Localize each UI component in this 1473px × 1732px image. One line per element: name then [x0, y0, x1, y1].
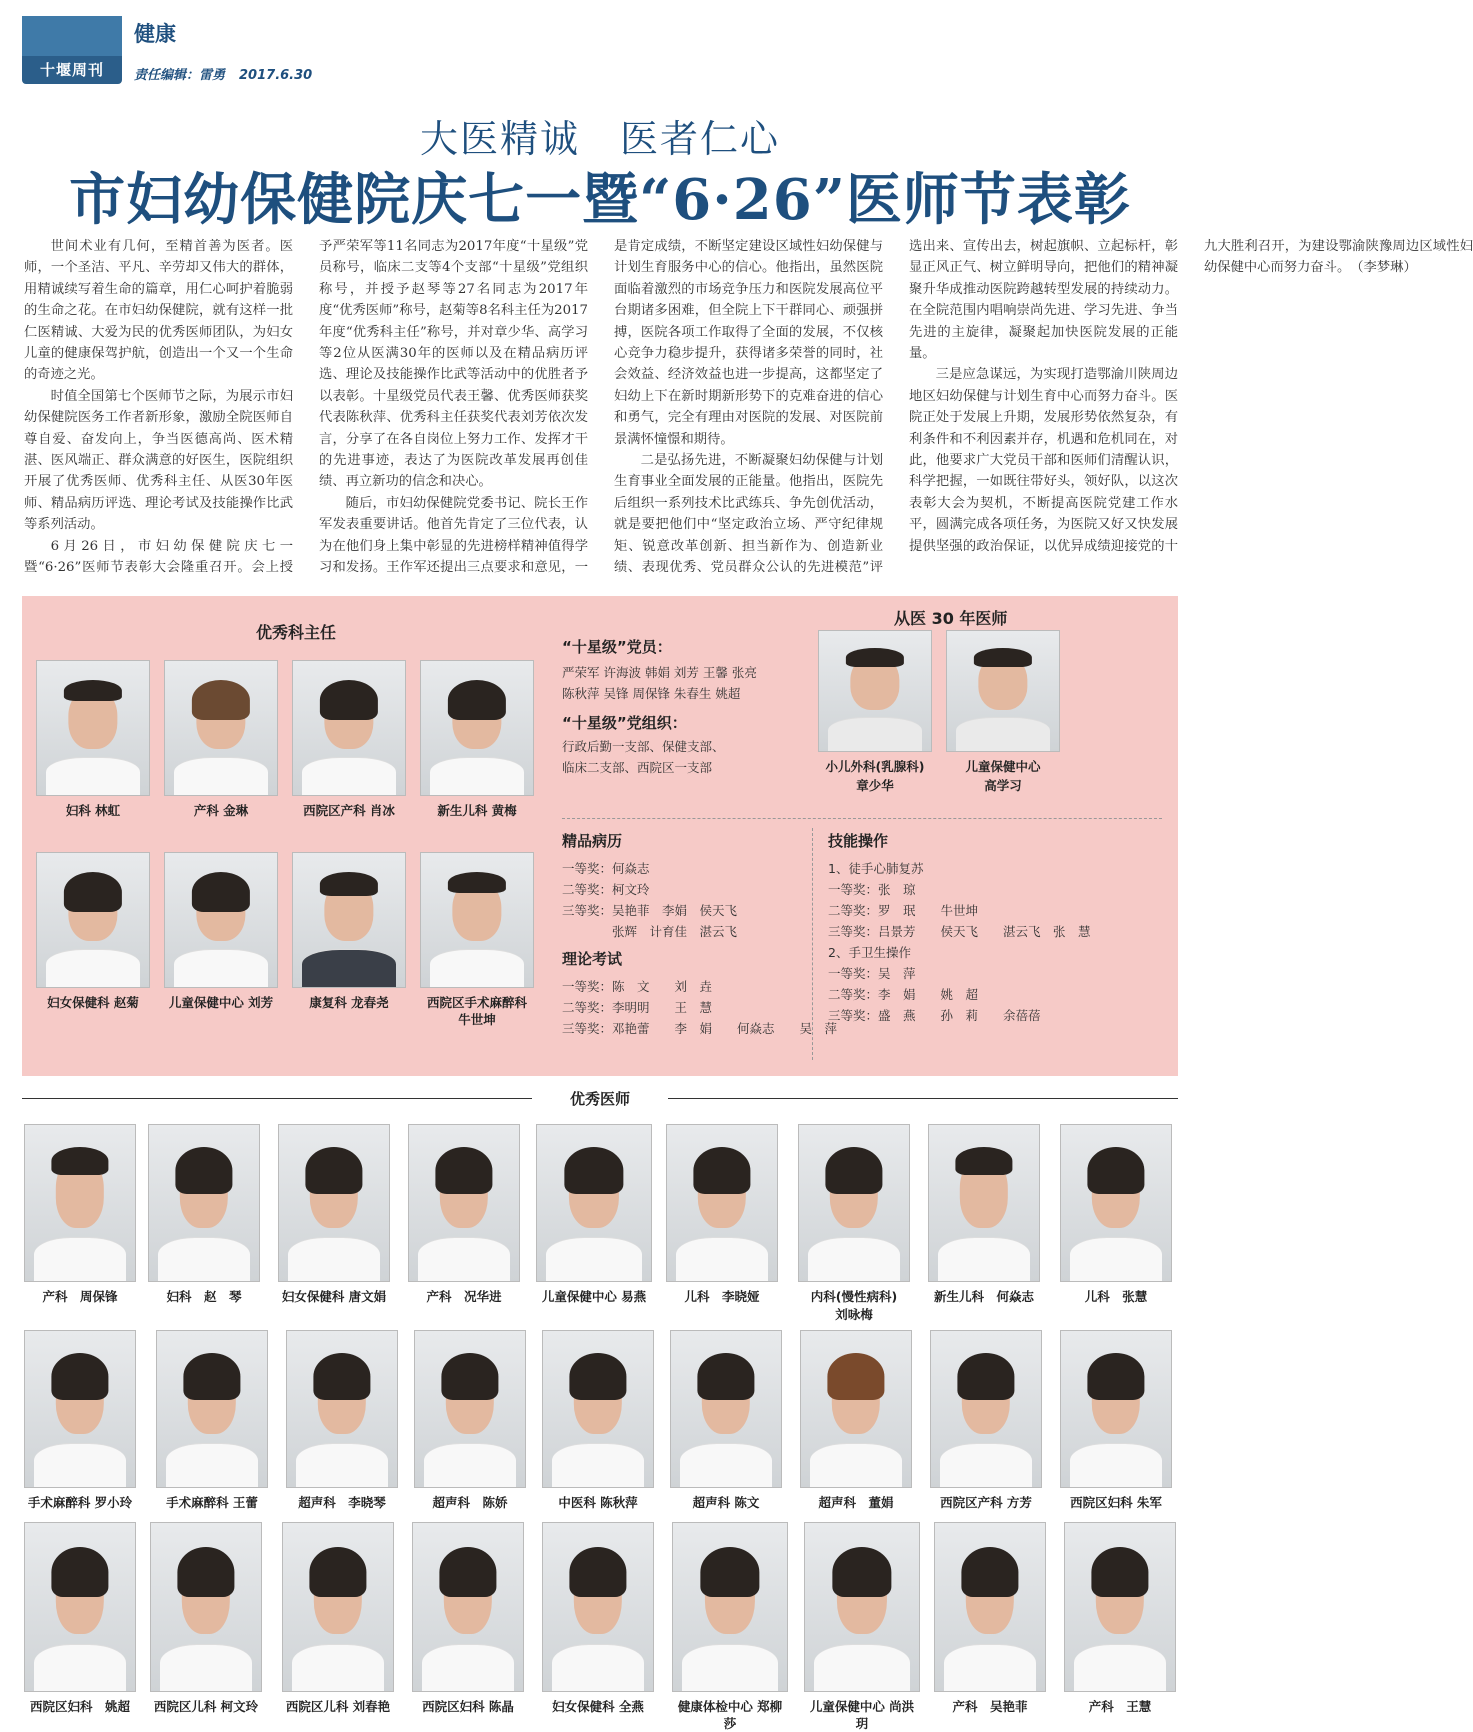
- portrait-photo: [164, 660, 278, 796]
- dept-head-card: [36, 852, 150, 1011]
- headline-title: 市妇幼保健院庆七一暨“6·26”医师节表彰: [69, 167, 1131, 233]
- portrait-photo: [282, 1522, 394, 1692]
- portrait-photo: [928, 1124, 1040, 1282]
- doctor-caption: 西院区妇科 陈晶: [422, 1699, 514, 1714]
- issue-date: 2017.6.30: [239, 68, 313, 83]
- doctor-caption: 妇女保健科 全燕: [552, 1699, 644, 1714]
- doctor-caption: 超声科 董娟: [818, 1495, 894, 1510]
- doctor-card: [928, 1124, 1040, 1305]
- party-members-line: 陈秋萍 吴锋 周保锋 朱春生 姚超: [562, 686, 741, 701]
- portrait-photo: [148, 1124, 260, 1282]
- portrait-photo: [24, 1124, 136, 1282]
- portrait-photo: [278, 1124, 390, 1282]
- award-line: 二等奖：柯文玲: [562, 882, 650, 897]
- doctor-card: [536, 1124, 652, 1305]
- portrait-photo: [542, 1330, 654, 1488]
- portrait-photo: [818, 630, 932, 752]
- doctor-caption: 超声科 陈文: [692, 1495, 760, 1510]
- doctor-caption: 儿童保健中心 尚洪玥: [809, 1699, 915, 1731]
- dept-head-card: [36, 660, 150, 819]
- award-line: 一等奖：张 琼: [828, 882, 916, 897]
- doctor-card: [24, 1522, 136, 1715]
- doctor-caption: 儿科 李晓娅: [684, 1289, 760, 1304]
- doctor-card: [412, 1522, 524, 1715]
- records-list: [562, 858, 737, 942]
- award-line: 二等奖：李明明 王 慧: [562, 1000, 713, 1015]
- doctor-card: [414, 1330, 526, 1511]
- award-line: 1、徒手心肺复苏: [828, 861, 924, 876]
- doctor-caption: 西院区儿科 柯文玲: [153, 1699, 259, 1714]
- article-paragraph: 二是弘扬先进，不断凝聚妇幼保健与计划生育事业全面发展的正能量。他指出，医院先后组织一系列技术比武练兵、争先创优活动，就是要把他们中“坚定政治立场、严守纪律规矩、锐意改革创新、担当新作为、创造新业绩、表现优秀、党员群众公认的先进模范”评选出来、宣传出去，树起旗帜、立起标杆，彰显正风正气、树立鲜明导向，把他们的精神凝聚升华成推动医院跨越转型发展的持续动力。在全院范围内唱响崇尚先进、学习先进、争当先进的主旋律，凝聚起加快医院发展的正能量。: [614, 239, 1178, 576]
- article-paragraph: 时值全国第七个医师节之际，为展示市妇幼保健院医务工作者新形象，激励全院医师自尊自爱、奋发向上，争当医德高尚、医术精湛、医风端正、群众满意的好医生，医院组织开展了优秀医师、优秀科主任、从医30年医师、精品病历评选、理论考试及技能操作比武等系列活动。: [24, 388, 293, 533]
- veterans-title: 从医 30 年医师: [894, 609, 1008, 628]
- doctor-caption: 西院区妇科 朱军: [1070, 1495, 1162, 1510]
- veteran-caption-dept: 儿童保健中心: [965, 759, 1041, 774]
- doctor-card: [24, 1330, 136, 1511]
- award-line: 二等奖：李 娟 姚 超: [828, 987, 979, 1002]
- logo-text: 十堰周刊: [39, 61, 104, 79]
- dept-head-caption: 新生儿科 黄梅: [437, 803, 517, 818]
- doctor-caption: 中医科 陈秋萍: [558, 1495, 638, 1510]
- award-line: 三等奖：盛 燕 孙 莉 余蓓蓓: [828, 1008, 1041, 1023]
- veteran-caption-name: 高学习: [984, 778, 1022, 793]
- doctor-caption: 西院区产科 方芳: [940, 1495, 1032, 1510]
- award-line: 二等奖：罗 珉 牛世坤: [828, 903, 979, 918]
- party-orgs-label: “十星级”党组织：: [562, 714, 687, 732]
- award-line: 张辉 计育佳 湛云飞: [562, 924, 738, 939]
- portrait-photo: [420, 852, 534, 988]
- portrait-photo: [1060, 1330, 1172, 1488]
- party-orgs-line: 行政后勤一支部、保健支部、: [562, 739, 725, 754]
- doctor-caption: 妇科 赵 琴: [166, 1289, 242, 1304]
- portrait-photo: [804, 1522, 920, 1692]
- portrait-photo: [412, 1522, 524, 1692]
- portrait-photo: [156, 1330, 268, 1488]
- doctor-card: [282, 1522, 394, 1715]
- doctor-caption: 手术麻醉科 罗小玲: [27, 1495, 133, 1510]
- section-divider: [562, 818, 1162, 819]
- party-orgs-line: 临床二支部、西院区一支部: [562, 760, 713, 775]
- publication-logo: [22, 16, 122, 84]
- section-name: 健康: [134, 22, 176, 46]
- doctor-caption-name: 刘咏梅: [835, 1307, 873, 1322]
- dept-head-caption: 妇科 林虹: [65, 803, 121, 818]
- doctor-card: [150, 1522, 262, 1715]
- dept-head-caption: 儿童保健中心 刘芳: [168, 995, 274, 1010]
- doctor-card: [672, 1522, 788, 1732]
- award-line: 三等奖：吕景芳 侯天飞 湛云飞 张 慧: [828, 924, 1091, 939]
- portrait-photo: [946, 630, 1060, 752]
- portrait-photo: [542, 1522, 654, 1692]
- dept-head-card: [292, 852, 406, 1011]
- party-members-list: [562, 662, 757, 704]
- dept-head-card: [164, 660, 278, 819]
- headline-subtitle: 大医精诚 医者仁心: [419, 117, 780, 161]
- doctor-card: [798, 1124, 910, 1323]
- portrait-photo: [666, 1124, 778, 1282]
- portrait-photo: [930, 1330, 1042, 1488]
- doctor-caption: 产科 吴艳菲: [952, 1699, 1028, 1714]
- veteran-caption-name: 章少华: [856, 778, 894, 793]
- portrait-photo: [414, 1330, 526, 1488]
- portrait-photo: [150, 1522, 262, 1692]
- doctors-title: 优秀医师: [569, 1090, 630, 1108]
- doctor-card: [278, 1124, 390, 1305]
- portrait-photo: [292, 852, 406, 988]
- doctor-caption: 儿科 张慧: [1084, 1289, 1148, 1304]
- portrait-photo: [672, 1522, 788, 1692]
- doctor-card: [542, 1330, 654, 1511]
- portrait-photo: [798, 1124, 910, 1282]
- doctor-card: [934, 1522, 1046, 1715]
- doctor-caption: 儿童保健中心 易燕: [541, 1289, 647, 1304]
- portrait-photo: [36, 660, 150, 796]
- dept-head-card: [292, 660, 406, 819]
- doctor-card: [408, 1124, 520, 1305]
- dept-heads-title: 优秀科主任: [256, 623, 337, 642]
- dept-head-card: [164, 852, 278, 1011]
- doctor-card: [804, 1522, 920, 1732]
- portrait-photo: [36, 852, 150, 988]
- doctor-card: [286, 1330, 398, 1511]
- portrait-photo: [934, 1522, 1046, 1692]
- portrait-photo: [286, 1330, 398, 1488]
- dept-head-card: [420, 852, 548, 1028]
- portrait-photo: [670, 1330, 782, 1488]
- editor-name: 责任编辑：雷勇: [134, 68, 226, 83]
- doctor-caption: 西院区妇科 姚超: [29, 1699, 130, 1714]
- award-line: 三等奖：吴艳菲 李娟 侯天飞: [562, 903, 738, 918]
- doctor-card: [542, 1522, 654, 1715]
- doctor-card: [1064, 1522, 1176, 1715]
- article-body: [24, 236, 1473, 588]
- portrait-photo: [24, 1522, 136, 1692]
- doctor-card: [670, 1330, 782, 1511]
- doctor-caption: 手术麻醉科 王蕾: [166, 1495, 258, 1510]
- veteran-card: [818, 630, 932, 794]
- exam-title: 理论考试: [562, 950, 623, 968]
- dept-head-card: [420, 660, 534, 819]
- doctor-card: [24, 1124, 136, 1305]
- awards-panel: [22, 596, 1178, 1076]
- article-paragraph: 三是应急谋远，为实现打造鄂渝川陕周边地区妇幼保健与计划生育中心而努力奋斗。医院正处于发展上升期，发展形势依然复杂，有利条件和不利因素并存，机遇和危机同在，对此，他要求广大党员干部和医师们清醒认识，科学把握，一如既往带好头，领好队，以这次表彰大会为契机，不断提高医院党建工作水平，圆满完成各项任务，为医院又好又快发展提供坚强的政治保证，以优异成绩迎接党的十九大胜利召开，为建设鄂渝陕豫周边区域性妇幼保健中心而努力奋斗。 （李梦琳）: [909, 239, 1473, 554]
- doctor-caption: 妇女保健科 唐文娟: [281, 1289, 387, 1304]
- portrait-photo: [292, 660, 406, 796]
- doctor-caption: 产科 况华进: [426, 1289, 502, 1304]
- doctor-caption: 超声科 李晓琴: [298, 1495, 386, 1510]
- doctor-caption: 西院区儿科 刘春艳: [285, 1699, 391, 1714]
- skills-title: 技能操作: [828, 832, 889, 850]
- party-orgs-list: [562, 736, 725, 778]
- masthead: [22, 16, 1182, 90]
- portrait-photo: [164, 852, 278, 988]
- doctor-caption: 健康体检中心 郑柳莎: [677, 1699, 783, 1731]
- award-line: 2、手卫生操作: [828, 945, 911, 960]
- veteran-card: [946, 630, 1060, 794]
- award-line: 一等奖：吴 萍: [828, 966, 916, 981]
- portrait-photo: [1064, 1522, 1176, 1692]
- dept-head-caption: 妇女保健科 赵菊: [47, 995, 139, 1010]
- doctor-card: [800, 1330, 912, 1511]
- doctor-card: [666, 1124, 778, 1305]
- dept-head-caption: 康复科 龙春尧: [309, 995, 389, 1010]
- dept-head-caption: 产科 金琳: [193, 803, 249, 818]
- doctor-card: [148, 1124, 260, 1305]
- article-paragraph: 随后，市妇幼保健院党委书记、院长王作军发表重要讲话。他首先肯定了三位代表，认为在他们身上集中彰显的先进榜样精神值得学习和发扬。王作军还提出三点要求和意见，一是肯定成绩，不断坚定建设区域性妇幼保健与计划生育服务中心的信心。他指出，虽然医院面临着激烈的市场竞争压力和医院发展高位平台期诸多困难，但全院上下干群同心、顽强拼搏，医院各项工作取得了全面的发展，不仅核心竞争力稳步提升，获得诸多荣誉的同时，社会效益、经济效益也进一步提高，这都坚定了妇幼上下在新时期新形势下的克难奋进的信心和勇气，完全有理由对医院的发展、对医院前景满怀憧憬和期待。: [319, 239, 883, 576]
- doctor-caption: 产科 周保锋: [42, 1289, 118, 1304]
- doctor-card: [1060, 1124, 1172, 1305]
- doctor-card: [930, 1330, 1042, 1511]
- doctor-caption: 内科(慢性病科): [810, 1289, 898, 1304]
- editor-line: [134, 64, 312, 83]
- article-paragraph: 6月26日，市妇幼保健院庆七一暨“6·26”医师节表彰大会隆重召开。会上授予严荣军等11名同志为2017年度“十星级”党员称号，临床二支等4个支部“十星级”党组织称号，并授予赵琴等27名同志为2017年度“优秀医师”称号，赵菊等8名科主任为2017年度“优秀科主任”称号，并对章少华、高学习等2位从医满30年的医师以及在精品病历评选、理论及技能操作比武等活动中的优胜者予以表彰。十星级党员代表王馨、优秀医师获奖代表陈秋萍、优秀科主任获奖代表刘芳依次发言，分享了在各自岗位上努力工作、发挥才干的先进事迹，表达了为医院改革发展再创佳绩、再立新功的信念和决心。: [24, 239, 588, 576]
- skills-list: [828, 858, 1091, 1026]
- party-members-label: “十星级”党员：: [562, 638, 672, 656]
- portrait-photo: [420, 660, 534, 796]
- portrait-photo: [536, 1124, 652, 1282]
- portrait-photo: [408, 1124, 520, 1282]
- article-paragraph: 世间术业有几何，至精首善为医者。医师，一个圣洁、平凡、辛劳却又伟大的群体，用精诚续写着生命的篇章，用仁心呵护着脆弱的生命之花。在市妇幼保健院，就有这样一批仁医精诚、大爱为民的优秀医师团队，为妇女儿童的健康保驾护航，创造出一个又一个生命的奇迹之光。: [24, 239, 293, 383]
- portrait-photo: [800, 1330, 912, 1488]
- records-title: 精品病历: [562, 832, 623, 850]
- award-line: 一等奖：陈 文 刘 垚: [562, 979, 713, 994]
- portrait-photo: [1060, 1124, 1172, 1282]
- party-members-line: 严荣军 许海波 韩娟 刘芳 王馨 张亮: [562, 665, 757, 680]
- doctor-caption: 产科 王慧: [1088, 1699, 1152, 1714]
- doctor-caption: 新生儿科 何焱志: [933, 1289, 1034, 1304]
- dept-head-caption: 西院区产科 肖冰: [303, 803, 395, 818]
- doctor-card: [156, 1330, 268, 1511]
- dept-head-caption: 西院区手术麻醉科 牛世坤: [426, 995, 527, 1027]
- award-line: 一等奖：何焱志: [562, 861, 650, 876]
- doctor-card: [1060, 1330, 1172, 1511]
- doctor-caption: 超声科 陈娇: [432, 1495, 508, 1510]
- veteran-caption-dept: 小儿外科(乳腺科): [825, 759, 925, 774]
- portrait-photo: [24, 1330, 136, 1488]
- exam-list: [562, 976, 837, 1039]
- award-line: 三等奖：邓艳蕾 李 娟 何焱志 吴 萍: [562, 1021, 838, 1036]
